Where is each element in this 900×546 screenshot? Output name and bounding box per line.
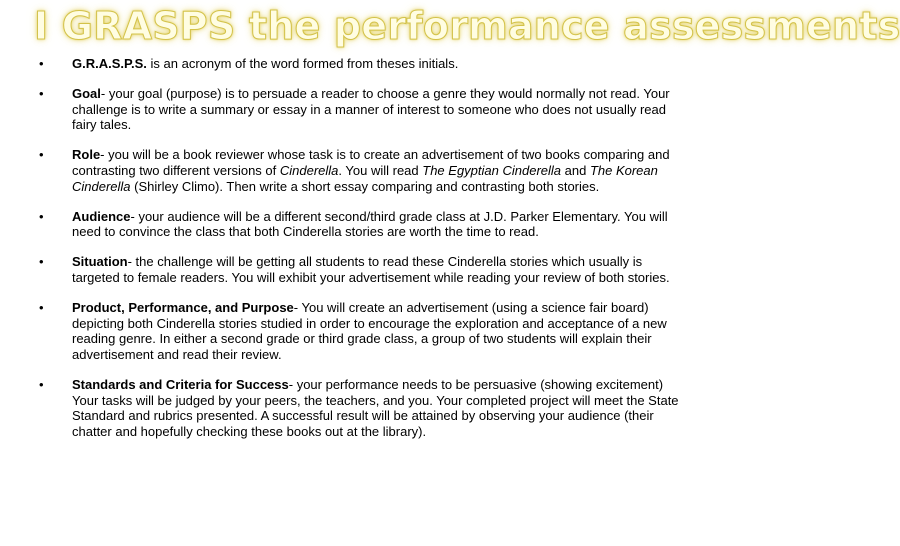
bullet-lead: Goal: [72, 86, 101, 102]
bullet-lead: Role: [72, 147, 101, 163]
bullet-role: [34, 147, 692, 194]
bullet-text: and: [561, 162, 590, 178]
bullet-text: is an acronym of the word formed from theses initials.: [146, 56, 459, 71]
bullet-lead: Product, Performance, and Purpose: [72, 300, 294, 316]
bullet-text: (Shirley Climo). Then write a short essay comparing and contrasting both stories.: [130, 178, 600, 194]
bullet-text: - the challenge will be getting all students to read these Cinderella stories which usually is targeted to female readers. You will exhibit your advertisement while reading your review of both stories.: [72, 254, 670, 285]
bullet-text: - your performance needs to be persuasive (showing excitement) Your tasks will be judged by your peers, the teachers, and you. Your completed project will meet the State Standard and rubrics presented. A successful result will be attained by observing your audience (their chatter and hopefully checking these books out at the library).: [72, 376, 679, 439]
bullet-text: - You will create an advertisement (using a science fair board) depicting both Cinderella stories studied in order to encourage the exploration and acceptance of a new reading genre. In either a second grade or third grade class, a group of two students will explain their advertisement and read their review.: [72, 300, 667, 362]
bullet-text: . You will read: [338, 162, 423, 178]
bullet-lead: Audience: [72, 208, 131, 224]
book-title: The Korean Cinderella: [72, 162, 658, 194]
bullet-audience: [34, 209, 692, 240]
book-title: Cinderella: [279, 162, 339, 178]
bullet-marker: •: [39, 376, 44, 392]
bullet-text: - your goal (purpose) is to persuade a reader to choose a genre they would normally not read. Your challenge is to write a summary or essay in a manner of interest to someone who does not usually read fairy tales.: [72, 86, 670, 133]
bullet-lead: Standards and Criteria for Success: [72, 376, 289, 392]
bullet-goal: [34, 86, 692, 133]
bullet-text: - your audience will be a different second/third grade class at J.D. Parker Elementary. You will need to convince the class that both Cinderella stories are worth the time to read.: [72, 208, 668, 240]
slide-title: I GRASPS the performance assessments: [34, 4, 900, 48]
bullet-marker: •: [39, 86, 44, 102]
bullet-marker: •: [39, 300, 44, 316]
bullet-standards: [34, 377, 692, 439]
bullet-text: - you will be a book reviewer whose task is to create an advertisement of two books comparing and contrasting two different versions of: [72, 147, 670, 178]
book-title: The Egyptian Cinderella: [422, 162, 562, 178]
bullet-marker: •: [39, 56, 44, 71]
bullet-marker: •: [39, 147, 44, 163]
bullet-marker: •: [39, 208, 44, 224]
bullet-marker: •: [39, 254, 44, 270]
bullet-lead: G.R.A.S.P.S.: [72, 56, 147, 71]
bullet-lead: Situation: [72, 254, 128, 270]
bullet-list: [34, 56, 692, 439]
bullet-product: [34, 300, 692, 362]
bullet-grasps: [34, 56, 692, 72]
bullet-situation: [34, 254, 692, 285]
